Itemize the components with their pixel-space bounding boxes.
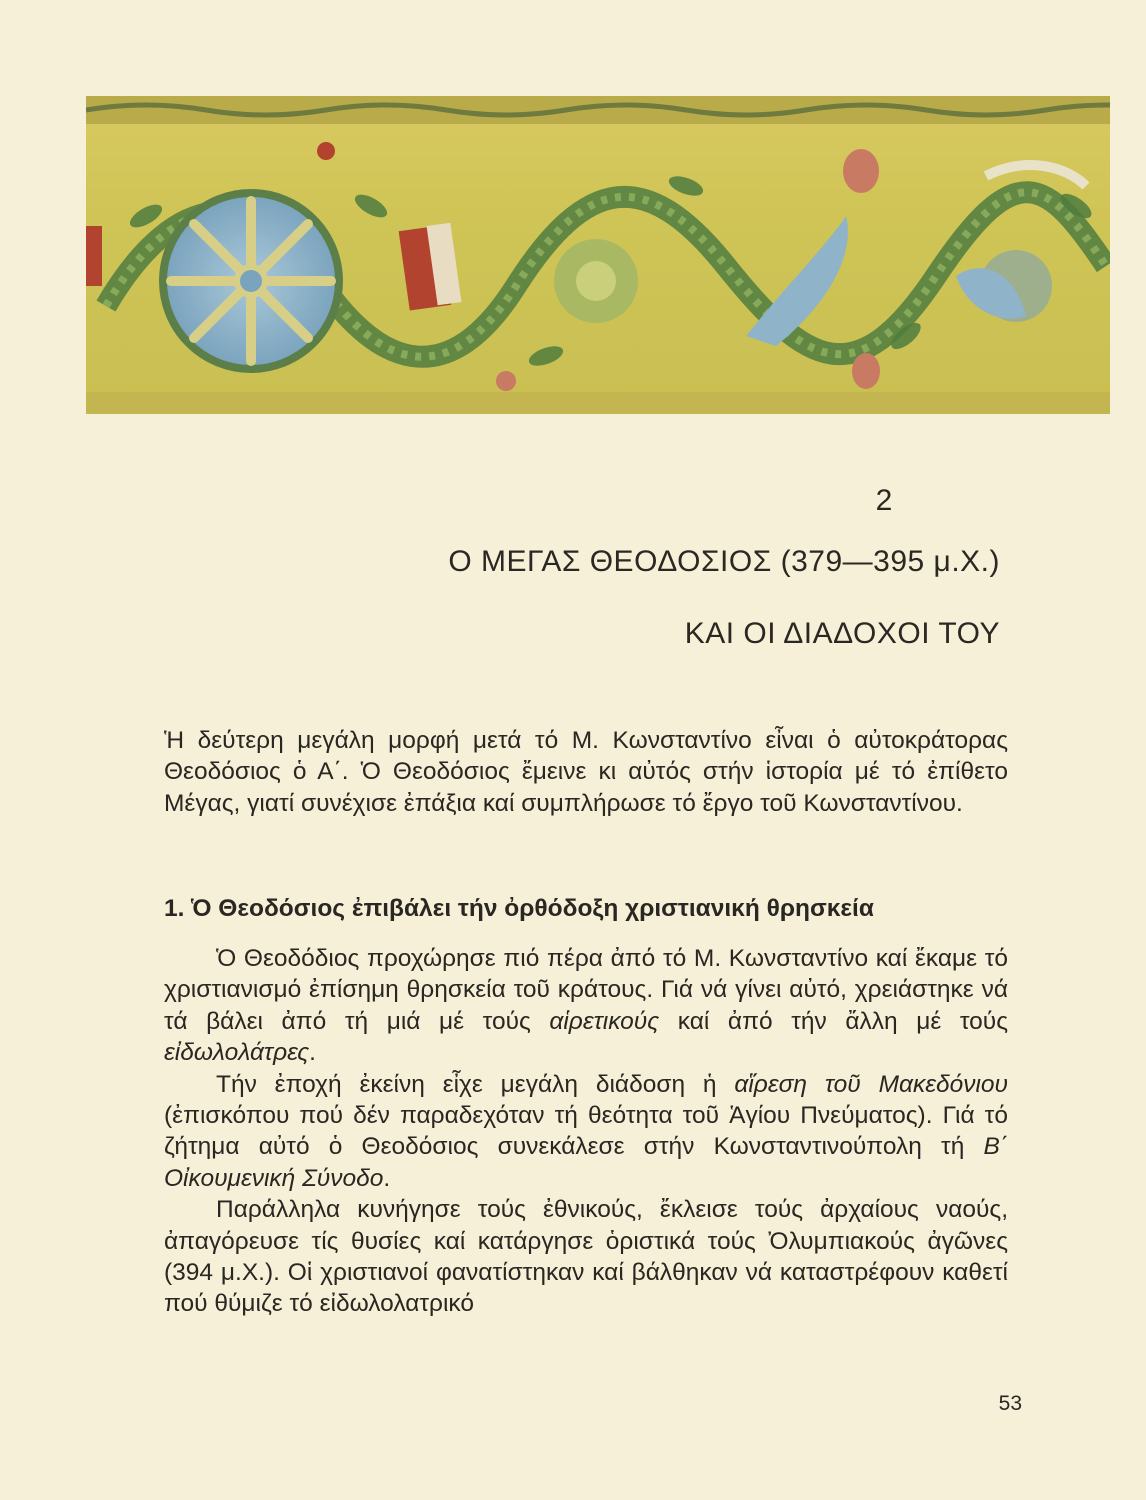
chapter-title-line2: ΚΑΙ ΟΙ ΔΙΑΔΟΧΟΙ ΤΟΥ <box>684 617 1000 650</box>
mosaic-illustration <box>86 96 1110 414</box>
mosaic-pomegranate-top <box>843 149 879 193</box>
chapter-title-line1: Ο ΜΕΓΑΣ ΘΕΟΔΟΣΙΟΣ (379—395 μ.Χ.) <box>448 545 1000 578</box>
mosaic-frieze-graphic <box>86 96 1110 414</box>
body-paragraph-3: Παράλληλα κυνήγησε τούς ἐθνικούς, ἔκλεισε τούς ἀρχαίους ναούς, ἀπαγόρευσε τίς θυσίες καί κατάργησε ὁριστικά τούς Ὀλυμπιακούς ἀγῶνες (394 μ.Χ.). Οἱ χριστιανοί φανατίστηκαν καί βάλθηκαν νά καταστρέφουν καθετί πού θύμιζε τό εἰδωλολατρικό <box>164 1196 1008 1318</box>
section-body <box>164 943 1008 1320</box>
section-heading: 1. Ὁ Θεοδόσιος ἐπιβάλει τήν ὀρθόδοξη χριστιανική θρησκεία <box>164 895 874 922</box>
mosaic-top-border <box>86 96 1110 124</box>
mosaic-red-box <box>399 223 462 311</box>
page-number: 53 <box>998 1392 1022 1415</box>
chapter-number: 2 <box>875 484 893 517</box>
intro-paragraph: Ἡ δεύτερη μεγάλη μορφή μετά τό Μ. Κωνσταντίνο εἶναι ὁ αὐτοκράτορας Θεοδόσιος ὁ Α΄. Ὁ Θεοδόσιος ἔμεινε κι αὐτός στήν ἱστορία μέ τό ἐπίθετο Μέγας, γιατί συνέχισε ἐπάξια καί συμπλήρωσε τό ἔργο τοῦ Κωνσταντίνου. <box>164 727 1008 817</box>
body-paragraph-1: Ὁ Θεοδόδιος προχώρησε πιό πέρα ἀπό τό Μ. Κωνσταντίνο καί ἔκαμε τό χριστιανισμό ἐπίσημη θρησκεία τοῦ κράτους. Γιά νά γίνει αὐτό, χρειάστηκε νά τά βάλει ἀπό τή μιά μέ τούς αἱρετικούς καί ἀπό τήν ἄλλη μέ τούς εἰδωλολάτρες. <box>164 945 1008 1067</box>
mosaic-wheel-disk <box>163 193 339 369</box>
mosaic-bottom-border <box>86 392 1110 414</box>
mosaic-blue-fish <box>746 216 848 346</box>
body-paragraph-2: Τήν ἐποχή ἐκείνη εἶχε μεγάλη διάδοση ἡ αἵρεση τοῦ Μακεδόνιου (ἐπισκόπου πού δέν παραδεχόταν τή θεότητα τοῦ Ἁγίου Πνεύματος). Γιά τό ζήτημα αὐτό ὁ Θεοδόσιος συνεκάλεσε στήν Κωνσταντινούπολη τή Β΄ Οἰκουμενική Σύνοδο. <box>164 1070 1008 1192</box>
intro-paragraph-block <box>164 725 1008 819</box>
mosaic-pomegranate-bottom <box>852 353 880 389</box>
